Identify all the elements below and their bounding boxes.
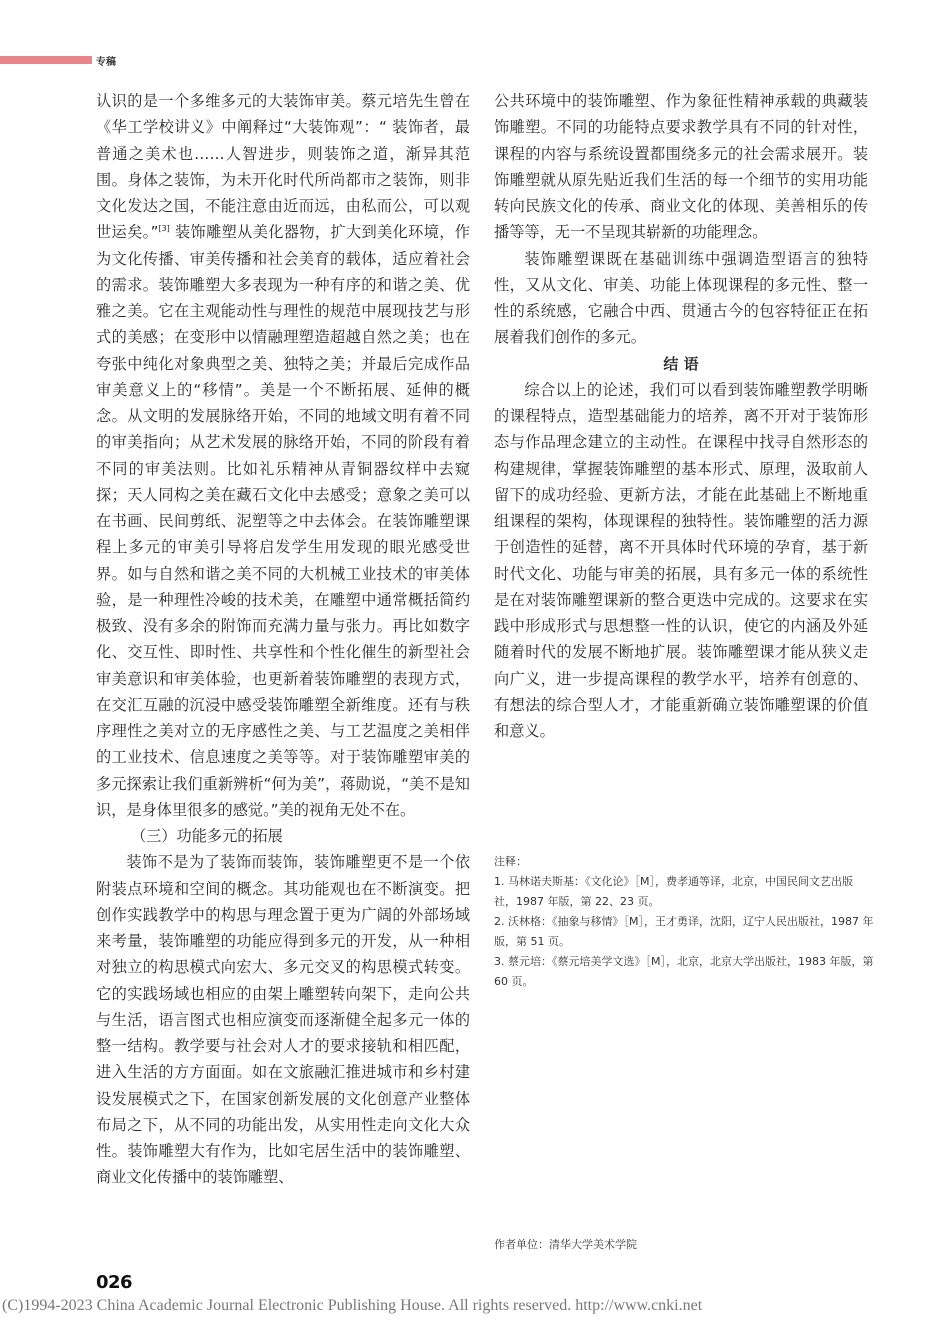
left-paragraph-2: 装饰不是为了装饰而装饰，装饰雕塑更不是一个依附装点环境和空间的概念。其功能观也在不断演变。把创作实践教学中的构思与理念置于更为广阔的外部场域来考量，装饰雕塑的功能应得到多元的开发，从一种相对独立的构思模式向宏大、多元交叉的构思模式转变。它的实践场域也相应的由架上雕塑转向架下，走向公共与生活，语言图式也相应演变而逐渐健全起多元一体的整一结构。教学要与社会对人才的要求接轨和相匹配，进入生活的方方面面。如在文旅融汇推进城市和乡村建设发展模式之下，在国家创新发展的文化创意产业整体布局之下，从不同的功能出发，从实用性走向文化大众性。装饰雕塑大有作为，比如宅居生活中的装饰雕塑、商业文化传播中的装饰雕塑、 — [96, 853, 470, 1187]
footnote-item: 2. 沃林格：《抽象与移情》［M］，王才勇译，沈阳，辽宁人民出版社，1987 年版，第 51 页。 — [494, 915, 874, 948]
section-label: 专稿 — [96, 57, 116, 68]
body-text: 认识的是一个多维多元的大装饰审美。蔡元培先生曾在《华工学校讲义》中阐释过“大装饰观”：“ 装饰者，最普通之美术也……人智进步，则装饰之道，渐异其范围。身体之装饰，为未开化时代所尚都市之装饰，则非文化发达之国，不能注意由近而远，由私而公，可以观世运矣。” — [96, 92, 470, 242]
right-column — [494, 88, 868, 744]
copyright-footer: (C)1994-2023 China Academic Journal Electronic Publishing House. All rights reserved. http://www.cnki.net — [2, 1297, 703, 1314]
right-paragraph-1: 公共环境中的装饰雕塑、作为象征性精神承载的典藏装饰雕塑。不同的功能特点要求教学具有不同的针对性，课程的内容与系统设置都围绕多元的社会需求展开。装饰雕塑就从原先贴近我们生活的每一个细节的实用功能转向民族文化的传承、商业文化的体现、美善相乐的传播等等，无一不呈现其崭新的功能理念。 — [494, 92, 868, 242]
subheading-function: （三）功能多元的拓展 — [130, 827, 283, 845]
author-affiliation: 作者单位：清华大学美术学院 — [494, 1238, 637, 1251]
conclusion-title: 结 语 — [663, 354, 699, 373]
footnotes-heading: 注释： — [494, 855, 527, 868]
footnote-item: 1. 马林诺夫斯基：《文化论》［M］，费孝通等译，北京，中国民间文艺出版社，1987 年版，第 22、23 页。 — [494, 875, 853, 908]
citation-ref[interactable]: [3] — [158, 224, 170, 234]
left-paragraph-1 — [96, 88, 470, 823]
footnote-item: 3. 蔡元培：《蔡元培美学文选》［M］，北京，北京大学出版社，1983 年版，第 60 页。 — [494, 955, 874, 988]
left-column — [96, 88, 470, 1191]
page-number: 026 — [96, 1272, 133, 1293]
header-accent-bar — [0, 56, 92, 64]
conclusion-paragraph: 综合以上的论述，我们可以看到装饰雕塑教学明晰的课程特点，造型基础能力的培养，离不开对于装饰形态与作品理念建立的主动性。在课程中找寻自然形态的构建规律，掌握装饰雕塑的基本形式、原理，汲取前人留下的成功经验、更新方法，才能在此基础上不断地重组课程的架构，体现课程的独特性。装饰雕塑的活力源于创造性的延替，离不开具体时代环境的孕育，基于新时代文化、功能与审美的拓展，具有多元一体的系统性是在对装饰雕塑课新的整合更迭中完成的。这要求在实践中形成形式与思想整一性的认识，使它的内涵及外延随着时代的发展不断地扩展。装饰雕塑课才能从狭义走向广义，进一步提高课程的教学水平，培养有创意的、有想法的综合型人才，才能重新确立装饰雕塑课的价值和意义。 — [494, 380, 868, 740]
body-text: 装饰雕塑从美化器物，扩大到美化环境，作为文化传播、审美传播和社会美育的载体，适应着社会的需求。装饰雕塑大多表现为一种有序的和谐之美、优雅之美。它在主观能动性与理性的规范中展现技艺与形式的美感；在变形中以情融理塑造超越自然之美；也在夸张中纯化对象典型之美、独特之美；并最后完成作品审美意义上的“移情”。美是一个不断拓展、延伸的概念。从文明的发展脉络开始，不同的地域文明有着不同的审美指向；从艺术发展的脉络开始，不同的阶段有着不同的审美法则。比如礼乐精神从青铜器纹样中去窥探；天人同构之美在藏石文化中去感受；意象之美可以在书画、民间剪纸、泥塑等之中去体会。在装饰雕塑课程上多元的审美引导将启发学生用发现的眼光感受世界。如与自然和谐之美不同的大机械工业技术的审美体验，是一种理性冷峻的技术美，在雕塑中通常概括简约极致、没有多余的附饰而充满力量与张力。再比如数字化、交互性、即时性、共享性和个性化催生的新型社会审美意识和审美体验，也更新着装饰雕塑的表现方式，在交汇互融的沉浸中感受装饰雕塑全新维度。还有与秩序理性之美对立的无序感性之美、与工艺温度之美相伴的工业技术、信息速度之美等等。对于装饰雕塑审美的多元探索让我们重新辨析“何为美”，蒋勋说，“美不是知识，是身体里很多的感觉。”美的视角无处不在。 — [96, 223, 470, 819]
right-paragraph-2: 装饰雕塑课既在基础训练中强调造型语言的独特性，又从文化、审美、功能上体现课程的多元性、整一性的系统感，它融合中西、贯通古今的包容特征正在拓展着我们创作的多元。 — [494, 249, 868, 347]
footnotes — [494, 852, 874, 992]
